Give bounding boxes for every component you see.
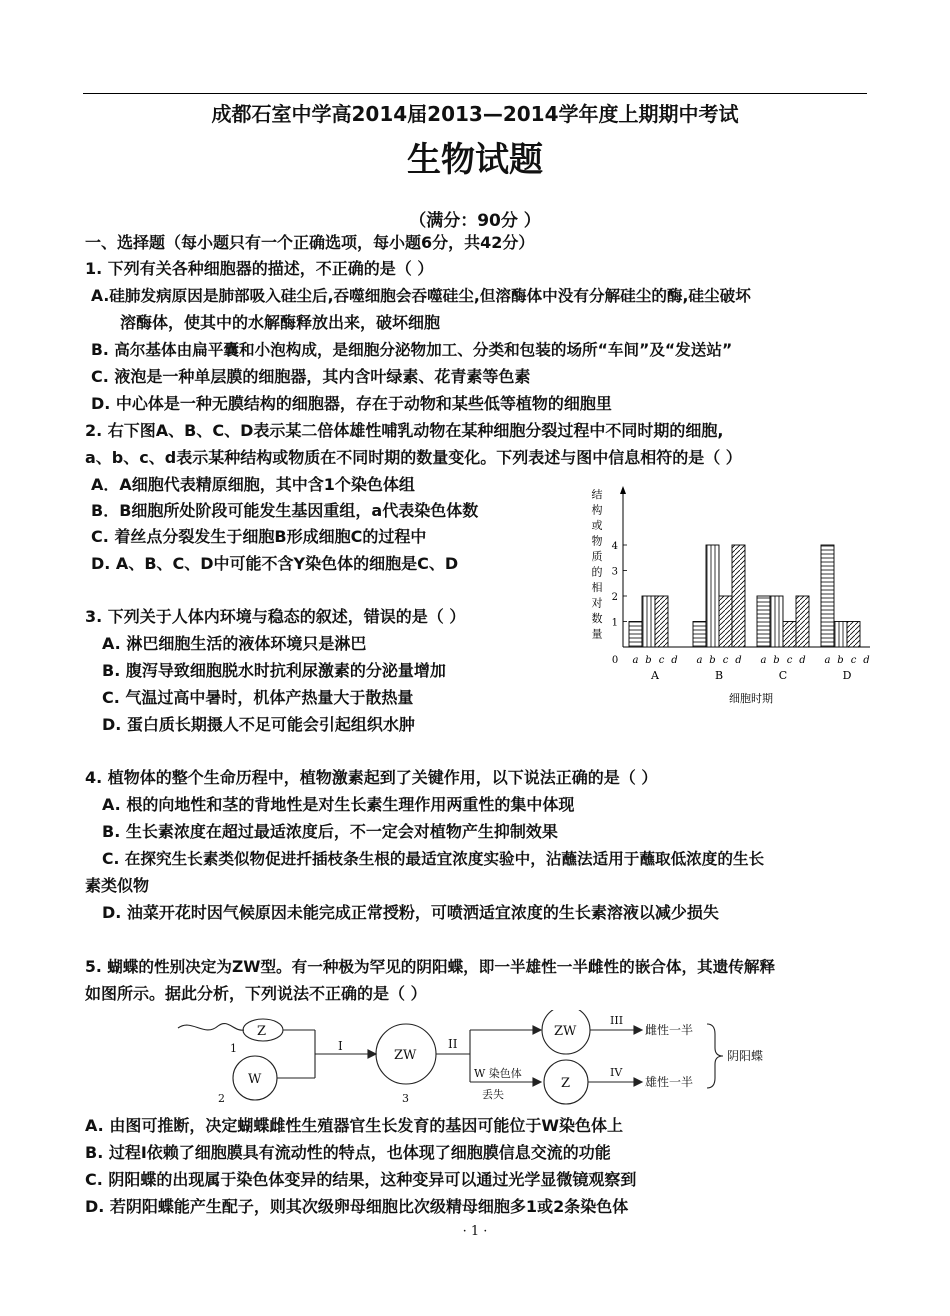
q3-option-c: C. 气温过高中暑时，机体产热量大于散热量 [102,688,414,707]
series-letter: d [799,655,806,666]
series-letter: d [735,655,742,666]
series-letter: c [658,655,665,666]
series-letter: b [645,655,652,666]
series-letter: d [671,655,678,666]
y-label-char: 物 [591,534,603,548]
q2-option-a: A．A细胞代表精原细胞，其中含1个染色体组 [91,475,415,494]
bar-D-b [834,622,847,648]
y-label-char: 或 [591,519,603,532]
label-loss: W 染色体 [474,1067,522,1080]
y-label-char: 质 [591,550,603,563]
y-label-char: 构 [591,503,603,517]
x-axis-label: 细胞时期 [729,692,773,705]
bar-C-a [757,596,770,647]
bar-C-b [770,596,783,647]
q4-option-c: C. 在探究生长素类似物促进扦插枝条生根的最适宜浓度实验中，沾蘸法适用于蘸取低浓度的生长 [102,850,765,868]
q3-stem: 3. 下列关于人体内环境与稳态的叙述，错误的是（ ） [85,607,466,626]
y-tick-label: 2 [611,592,618,603]
label-z: Z [257,1024,267,1039]
q1-option-b: B. 高尔基体由扁平囊和小泡构成，是细胞分泌物加工、分类和包装的场所“车间”及“发送站” [91,341,733,359]
label-1: 1 [230,1042,237,1055]
bar-C-c [783,622,796,648]
q4-option-a: A. 根的向地性和茎的背地性是对生长素生理作用两重性的集中体现 [102,795,575,814]
y-label-char: 数 [591,612,603,625]
label-zw: ZW [394,1048,417,1063]
series-letter: b [773,655,780,666]
q3-option-d: D. 蛋白质长期摄人不足可能会引起组织水肿 [102,715,415,734]
label-bottom-result: 雄性一半 [645,1075,694,1089]
label-step3: III [610,1014,624,1027]
series-letter: c [786,655,793,666]
q5-option-a: A. 由图可推断，决定蝴蝶雌性生殖器官生长发育的基因可能位于W染色体上 [85,1116,623,1135]
brace [707,1024,723,1088]
bar-A-c [655,596,668,647]
q5-option-b: B. 过程Ⅰ依赖了细胞膜具有流动性的特点，也体现了细胞膜信息交流的功能 [85,1143,611,1162]
label-top-zw: ZW [554,1024,577,1039]
y-label-char: 对 [591,596,603,610]
q4-option-d: D. 油菜开花时因气候原因未能完成正常授粉，可喷洒适宜浓度的生长素溶液以减少损失 [102,903,719,922]
q1-option-a: A.硅肺发病原因是肺部吸入硅尘后,吞噬细胞会吞噬硅尘,但溶酶体中没有分解硅尘的酶,硅尘破坏 [91,287,751,305]
q2-option-b: B．B细胞所处阶段可能发生基因重组，a代表染色体数 [91,501,479,520]
group-label-C: C [778,669,788,682]
label-step2: II [448,1037,458,1051]
bar-B-d [732,545,745,647]
bar-B-b [706,545,719,647]
series-letter: b [837,655,844,666]
origin-label: 0 [611,655,619,666]
group-label-B: B [714,669,724,682]
q1-option-c: C. 液泡是一种单层膜的细胞器，其内含叶绿素、花青素等色素 [91,367,531,386]
q3-option-a: A. 淋巴细胞生活的液体环境只是淋巴 [102,634,367,653]
y-tick-label: 4 [611,541,618,552]
group-label-D: D [842,669,852,682]
label-step4: IV [610,1066,623,1079]
label-bottom-z: Z [561,1076,571,1091]
series-letter: b [709,655,716,666]
bar-D-c [847,622,860,648]
full-score: （满分：90分 ） [409,211,541,231]
q2-stem-2: a、b、c、d表示某种结构或物质在不同时期的数量变化。下列表述与图中信息相符的是（ ） [85,448,742,467]
bar-A-a [629,622,642,648]
y-tick-label: 3 [611,566,618,578]
q5-option-c: C. 阴阳蝶的出现属于染色体变异的结果，这种变异可以通过光学显微镜观察到 [85,1170,637,1189]
cell-phase-bar-chart [585,480,870,720]
page-number: · 1 · [462,1224,488,1239]
subject-title: 生物试题 [407,140,543,180]
bar-B-c [719,596,732,647]
label-2: 2 [218,1092,225,1105]
bar-D-a [821,545,834,647]
q1-stem: 1. 下列有关各种细胞器的描述，不正确的是（ ） [85,259,434,278]
q5-stem-2: 如图所示。据此分析，下列说法不正确的是（ ） [85,984,427,1003]
y-label-char: 结 [591,488,603,501]
series-letter: c [722,655,729,666]
y-label-char: 相 [591,581,603,594]
label-loss-2: 丢失 [482,1088,504,1101]
q1-option-a-cont: 溶酶体，使其中的水解酶释放出来，破坏细胞 [120,313,441,332]
bar-B-a [693,622,706,648]
series-letter: a [632,655,639,666]
y-label-char: 的 [591,565,603,579]
series-letter: a [696,655,703,666]
label-step1: I [338,1039,343,1053]
label-top-result: 雌性一半 [645,1023,694,1037]
bar-A-b [642,596,655,647]
series-letter: a [760,655,767,666]
q4-option-c-cont: 素类似物 [85,876,150,895]
series-letter: d [863,655,870,666]
y-label-char: 量 [591,627,603,641]
q2-option-c: C. 着丝点分裂发生于细胞B形成细胞C的过程中 [91,527,427,546]
q5-option-d: D. 若阴阳蝶能产生配子，则其次级卵母细胞比次级精母细胞多1或2条染色体 [85,1197,629,1216]
section-heading: 一、选择题（每小题只有一个正确选项，每小题6分，共42分） [85,233,535,252]
label-w: W [248,1072,262,1087]
label-brace: 阴阳蝶 [727,1049,764,1063]
y-axis-arrow [620,486,626,494]
q2-option-d: D. A、B、C、D中可能不含Y染色体的细胞是C、D [91,554,459,573]
q1-option-d: D. 中心体是一种无膜结构的细胞器，存在于动物和某些低等植物的细胞里 [91,394,612,413]
q2-stem-1: 2. 右下图A、B、C、D表示某二倍体雄性哺乳动物在某种细胞分裂过程中不同时期的细胞, [85,421,724,440]
yinyang-butterfly-diagram [170,1010,790,1105]
sperm-tail [178,1024,244,1031]
q4-option-b: B. 生长素浓度在超过最适浓度后，不一定会对植物产生抑制效果 [102,822,558,841]
group-label-A: A [651,669,659,682]
bar-C-d [796,596,809,647]
series-letter: c [850,655,857,666]
series-letter: a [824,655,831,666]
exam-title: 成都石室中学高2014届2013—2014学年度上期期中考试 [211,102,739,126]
label-3: 3 [402,1092,409,1105]
q4-stem: 4. 植物体的整个生命历程中，植物激素起到了关键作用，以下说法正确的是（ ） [85,768,658,787]
y-tick-label: 1 [611,617,618,629]
q5-stem-1: 5. 蝴蝶的性别决定为ZW型。有一种极为罕见的阴阳蝶，即一半雄性一半雌性的嵌合体，其遗传解释 [85,958,776,976]
q3-option-b: B. 腹泻导致细胞脱水时抗利尿激素的分泌量增加 [102,661,446,680]
top-rule [83,93,867,94]
